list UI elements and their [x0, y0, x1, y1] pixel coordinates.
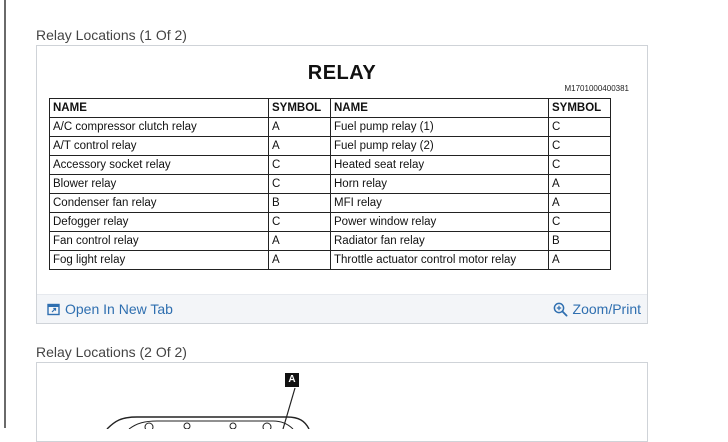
relay-name: Power window relay	[331, 213, 549, 232]
relay-symbol: C	[269, 175, 331, 194]
relay-name: Defogger relay	[50, 213, 269, 232]
relay-name: Blower relay	[50, 175, 269, 194]
relay-name: Fog light relay	[50, 251, 269, 270]
relay-name: Throttle actuator control motor relay	[331, 251, 549, 270]
relay-name: Fan control relay	[50, 232, 269, 251]
relay-name: Fuel pump relay (2)	[331, 137, 549, 156]
open-in-new-tab-label: Open In New Tab	[65, 301, 173, 317]
open-in-new-tab-icon	[47, 303, 60, 316]
figure-marker-a: A	[285, 373, 299, 387]
table-row	[50, 137, 611, 156]
relay-symbol: C	[549, 213, 611, 232]
relay-symbol: C	[269, 156, 331, 175]
figure-card-relay-locations-2	[36, 362, 648, 442]
relay-name: Fuel pump relay (1)	[331, 118, 549, 137]
zoom-in-icon	[553, 302, 568, 317]
relay-name: A/T control relay	[50, 137, 269, 156]
table-row	[50, 232, 611, 251]
relay-symbol: A	[269, 232, 331, 251]
figure-title: RELAY	[307, 62, 377, 84]
header-symbol: SYMBOL	[549, 99, 611, 118]
relay-symbol: A	[549, 251, 611, 270]
left-border	[4, 0, 6, 428]
relay-table	[49, 98, 611, 270]
relay-symbol: B	[549, 232, 611, 251]
figure-card-relay-locations-1	[36, 45, 648, 324]
header-name: NAME	[331, 99, 549, 118]
zoom-print-label: Zoom/Print	[572, 301, 641, 317]
section-title-relay-locations-1: Relay Locations (1 Of 2)	[36, 27, 187, 43]
relay-name: Horn relay	[331, 175, 549, 194]
header-name: NAME	[50, 99, 269, 118]
open-in-new-tab-link[interactable]	[47, 301, 173, 317]
relay-name: Accessory socket relay	[50, 156, 269, 175]
table-row	[50, 175, 611, 194]
relay-symbol: A	[269, 251, 331, 270]
figure-card-footer	[37, 294, 647, 323]
relay-symbol: A	[269, 118, 331, 137]
relay-symbol: C	[549, 156, 611, 175]
header-symbol: SYMBOL	[269, 99, 331, 118]
engine-compartment-drawing	[37, 363, 647, 429]
relay-symbol: A	[549, 194, 611, 213]
relay-symbol: A	[549, 175, 611, 194]
relay-name: Radiator fan relay	[331, 232, 549, 251]
table-row	[50, 251, 611, 270]
relay-symbol: C	[549, 137, 611, 156]
relay-name: Condenser fan relay	[50, 194, 269, 213]
table-row	[50, 156, 611, 175]
relay-symbol: C	[269, 213, 331, 232]
relay-name: MFI relay	[331, 194, 549, 213]
relay-symbol: B	[269, 194, 331, 213]
relay-symbol: C	[549, 118, 611, 137]
relay-name: Heated seat relay	[331, 156, 549, 175]
relay-table-header-row	[50, 99, 611, 118]
section-title-relay-locations-2: Relay Locations (2 Of 2)	[36, 344, 187, 360]
table-row	[50, 194, 611, 213]
figure-id: M1701000400381	[564, 84, 629, 93]
zoom-print-link[interactable]	[553, 301, 641, 317]
relay-symbol: A	[269, 137, 331, 156]
table-row	[50, 213, 611, 232]
relay-name: A/C compressor clutch relay	[50, 118, 269, 137]
table-row	[50, 118, 611, 137]
